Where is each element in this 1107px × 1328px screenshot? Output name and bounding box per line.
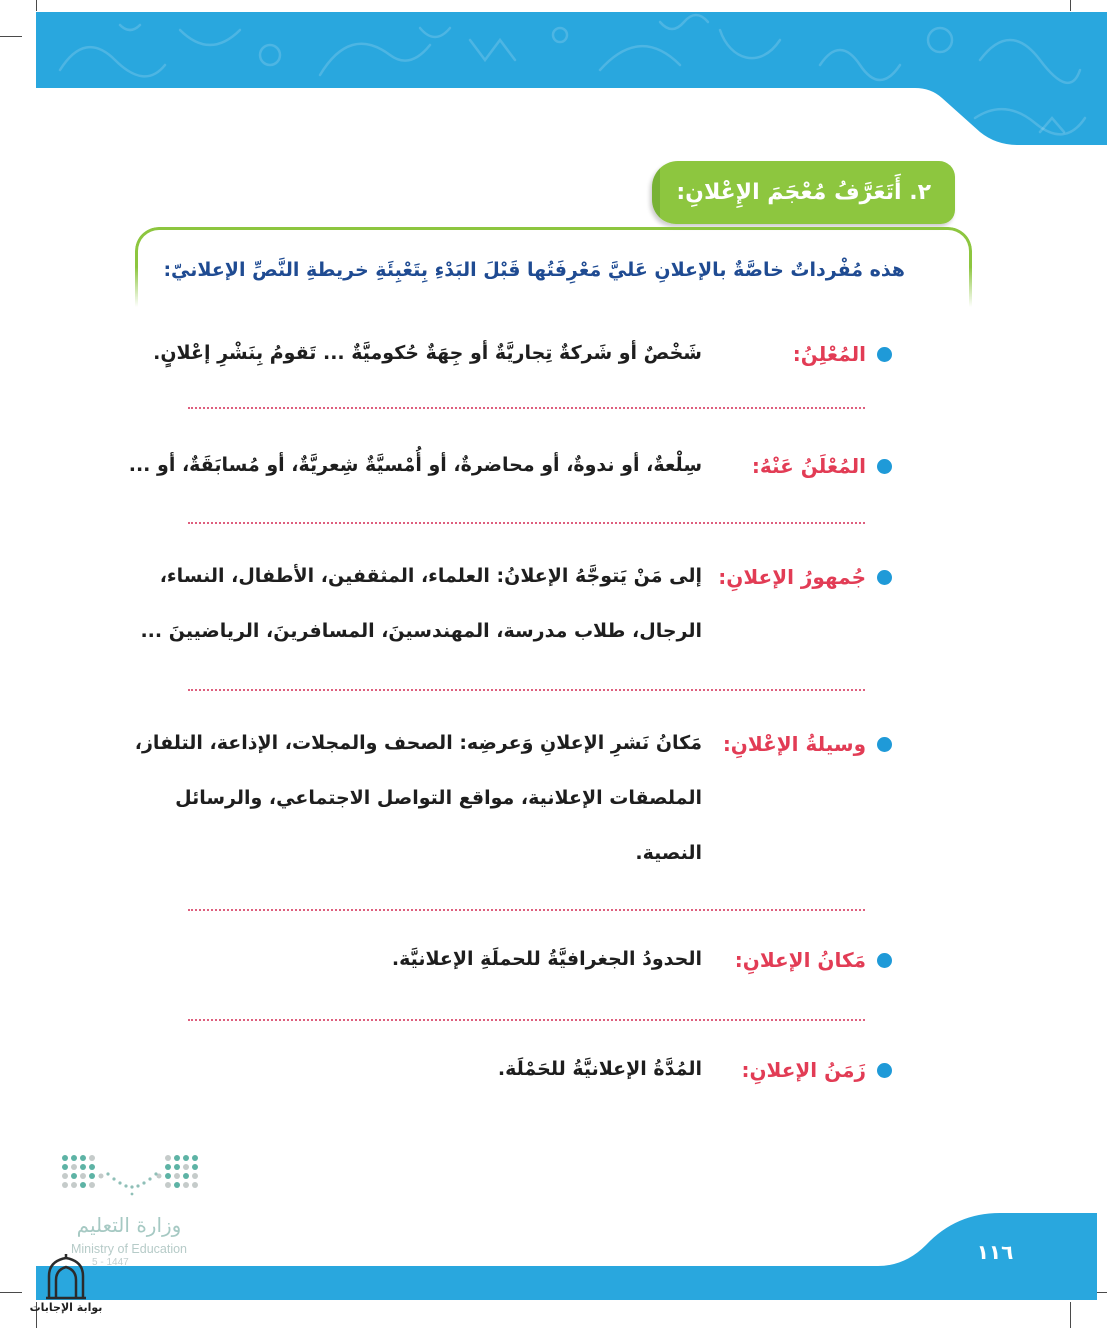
definition-text <box>188 1042 702 1097</box>
bullet-icon <box>877 737 892 752</box>
watermark-text: بوابة الإجابات <box>29 1301 103 1314</box>
definition-item <box>0 446 1107 486</box>
page-number: ١١٦ <box>976 1240 1014 1264</box>
edition-year: 5 - 1447 <box>92 1257 129 1268</box>
bullet-icon <box>877 347 892 362</box>
bullet-icon <box>877 459 892 474</box>
definition-line: الحدودُ الجغرافيَّةُ للحملَةِ الإعلانيَّة. <box>391 948 702 970</box>
definition-item <box>0 334 1107 374</box>
definition-term: المُعْلِنُ: <box>792 342 866 366</box>
definition-line: الرجال، طلاب مدرسة، المهندسينَ، المسافرينَ، الرياضيينَ ... <box>140 620 702 642</box>
definition-term: زَمَنُ الإعلانِ: <box>741 1058 866 1082</box>
dome-icon <box>44 1254 88 1300</box>
definition-line: إلى مَنْ يَتوجَّهُ الإعلانُ: العلماء، المثقفين، الأطفال، النساء، <box>159 565 702 587</box>
definition-line: الملصقات الإعلانية، مواقع التواصل الاجتماعي، والرسائل <box>175 787 702 809</box>
top-banner <box>0 0 1107 150</box>
bullet-icon <box>877 570 892 585</box>
bullet-icon <box>877 953 892 968</box>
definition-item <box>0 1050 1107 1090</box>
ministry-name-arabic: وزارة التعليم <box>76 1213 182 1237</box>
section-title: ٢. أَتَعَرَّفُ مُعْجَمَ الإِعْلانِ: <box>676 180 931 205</box>
ministry-name-english: Ministry of Education <box>70 1242 188 1256</box>
dotted-answer-line <box>188 407 865 409</box>
intro-text: هذه مُفْرداتٌ خاصَّةٌ بالإعلانِ عَليَّ مَعْرِفَتُها قَبْلَ البَدْءِ بِتَعْبِئَةِ خريطةِ النَّصِّ الإعلانيّ: <box>163 259 905 281</box>
definition-item <box>0 940 1107 980</box>
definition-line: المُدَّةُ الإعلانيَّةُ للحَمْلَة. <box>497 1058 702 1080</box>
definition-term: المُعْلَنُ عَنْهُ: <box>751 454 866 478</box>
definition-text <box>128 438 702 493</box>
definition-line: النصية. <box>635 842 702 864</box>
definition-item <box>0 724 1107 864</box>
definition-term: جُمهورُ الإعلانِ: <box>718 565 866 589</box>
definition-line: مَكانُ نَشرِ الإعلانِ وَعرضِه: الصحف والمجلات، الإذاعة، التلفاز، <box>134 732 702 754</box>
definition-term: مَكانُ الإعلانِ: <box>734 948 866 972</box>
dotted-answer-line <box>188 522 865 524</box>
definition-text <box>134 716 702 881</box>
definition-term: وسيلةُ الإعْلانِ: <box>722 732 866 756</box>
definition-line: شَخْصٌ أو شَركةٌ تِجاريَّةٌ أو جِهَةٌ حُكوميَّةٌ ... تَقومُ بِنَشْرِ إعْلانٍ. <box>153 342 702 364</box>
dotted-answer-line <box>188 909 865 911</box>
dotted-answer-line <box>188 1019 865 1021</box>
definition-line: سِلْعةٌ، أو ندوةٌ، أو محاضرةٌ، أو أُمْسيَّةٌ شِعريَّةٌ، أو مُسابَقَةٌ، أو ... <box>128 454 702 476</box>
bottom-band <box>0 1200 1107 1300</box>
definition-text <box>153 326 702 381</box>
definition-text <box>188 932 702 987</box>
definition-item <box>0 557 1107 642</box>
dotted-answer-line <box>188 689 865 691</box>
ministry-logo <box>60 1152 200 1198</box>
definition-text <box>140 549 702 659</box>
bullet-icon <box>877 1063 892 1078</box>
crop-mark <box>1070 1302 1071 1328</box>
section-heading-tab <box>652 161 955 224</box>
